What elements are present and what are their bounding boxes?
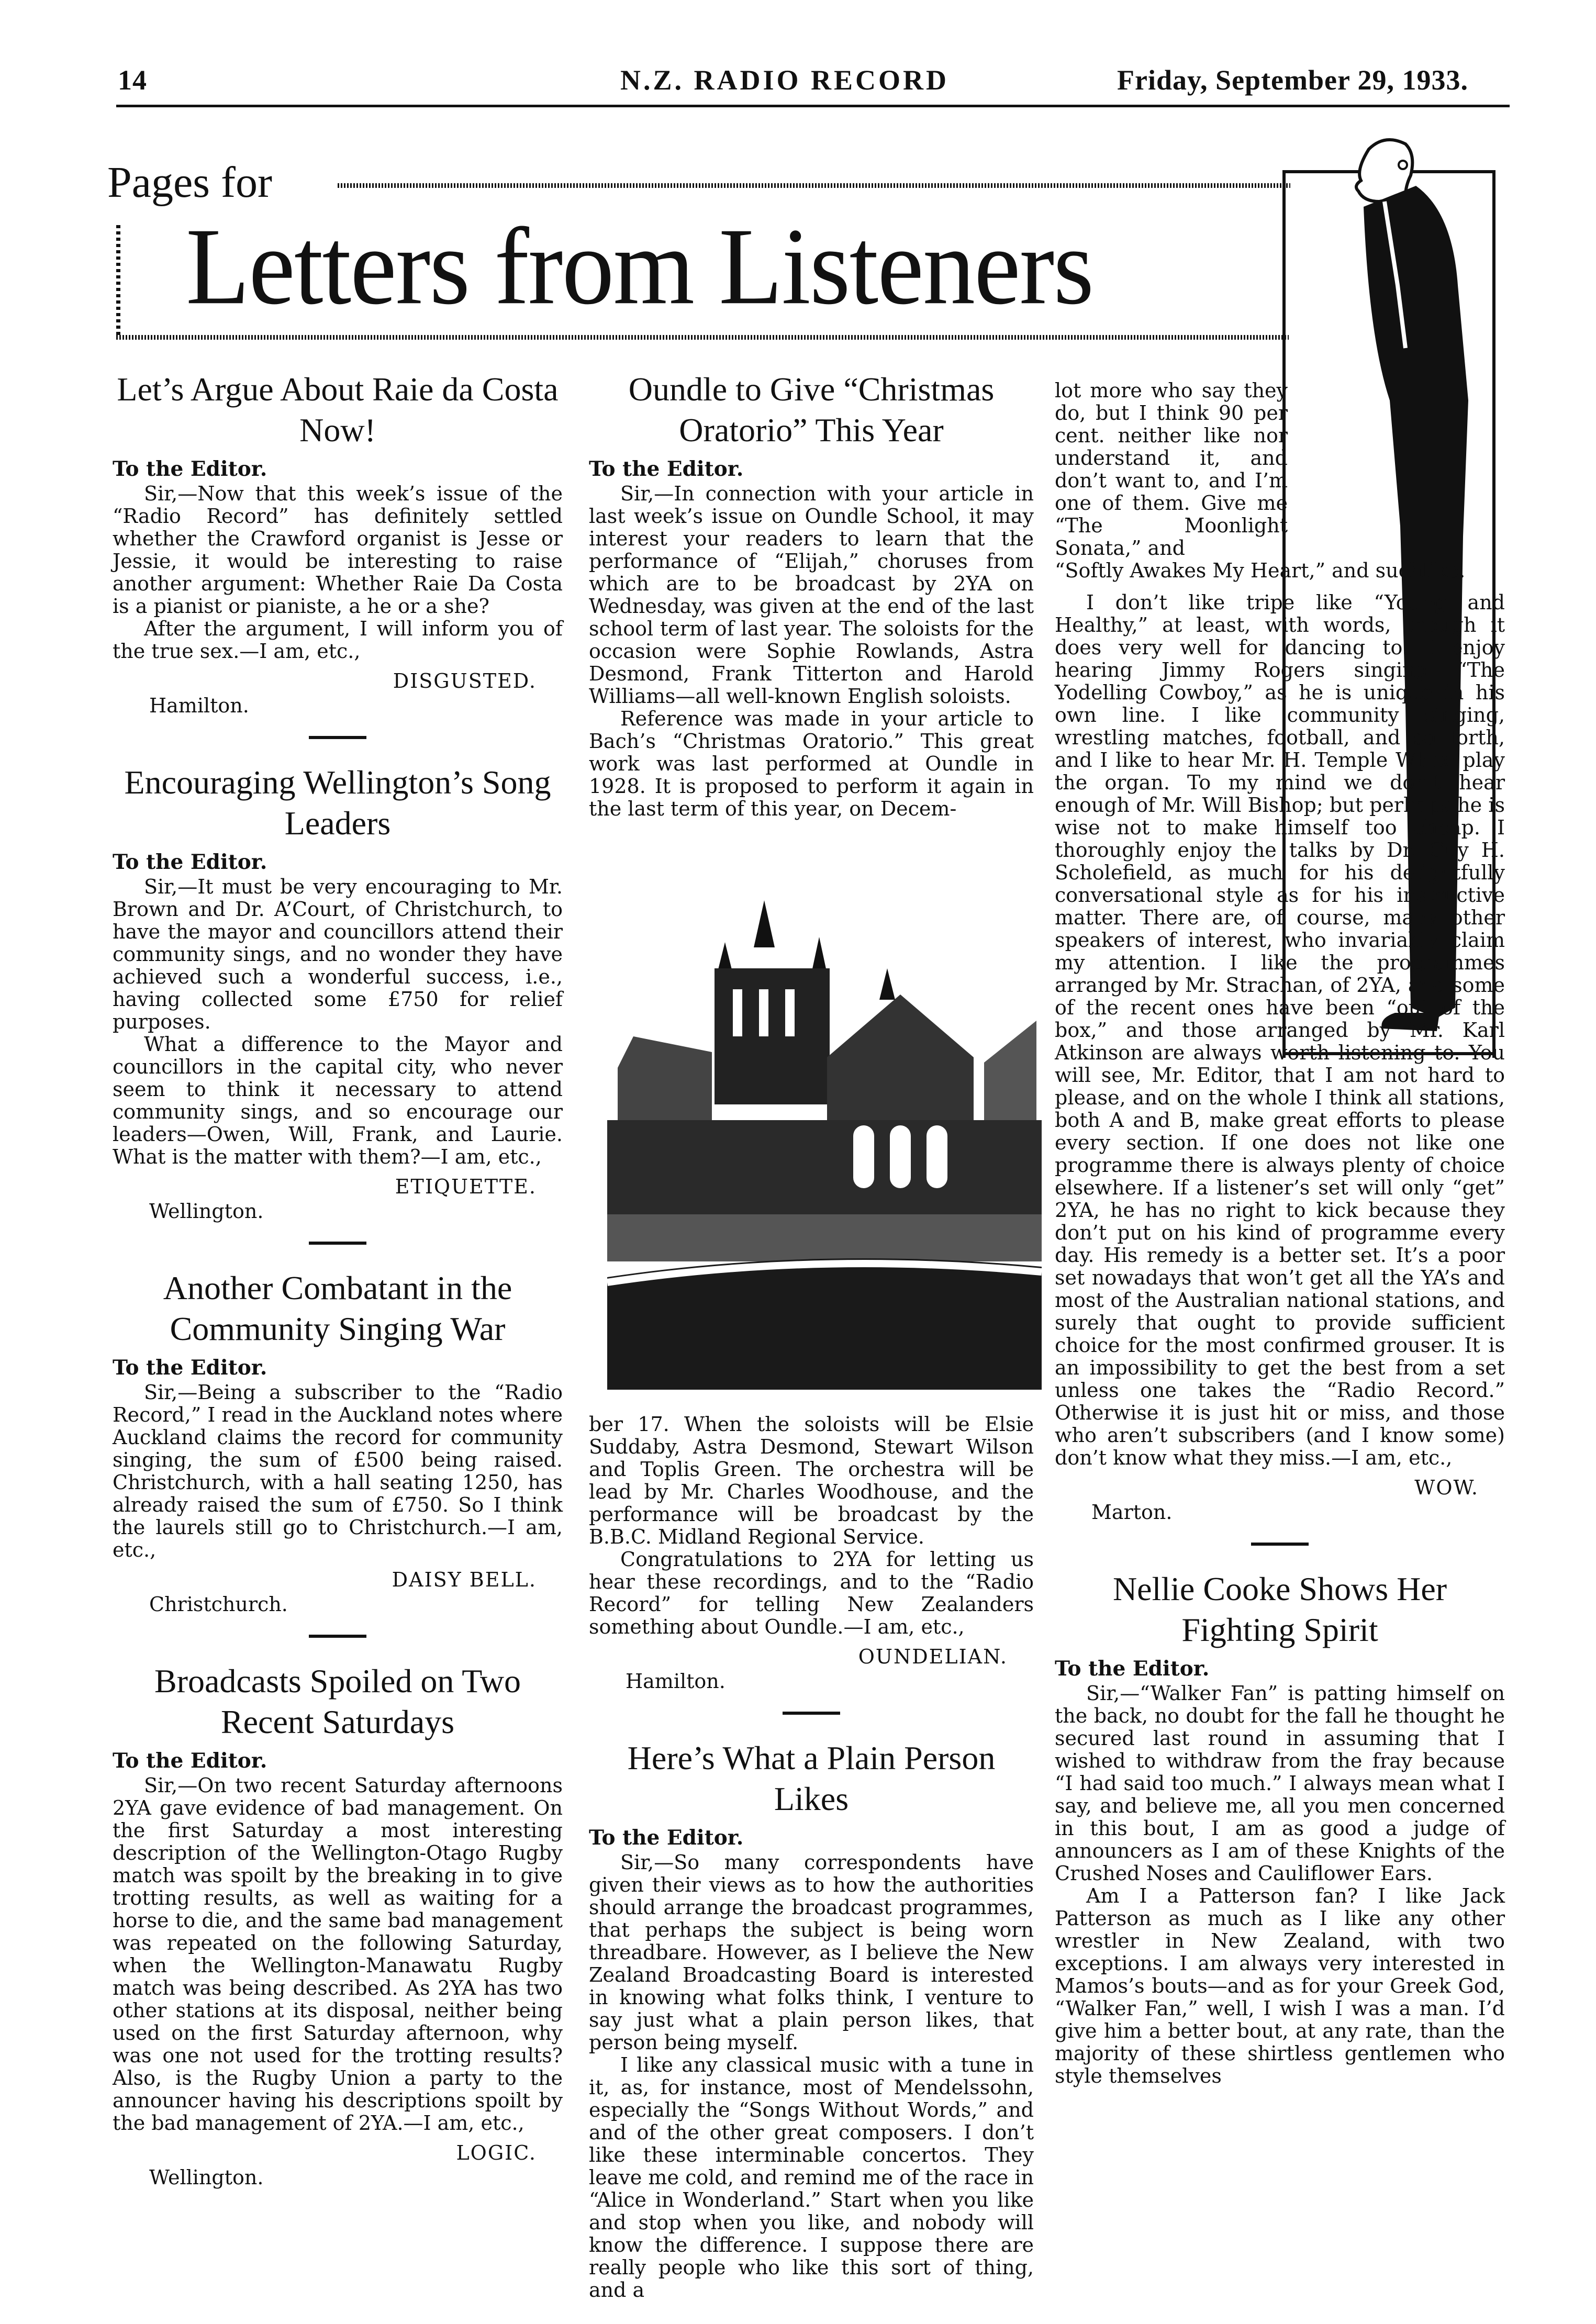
letter-paragraph: Sir,—So many correspondents have given their views as to how the authorities should arrange the broadcast programmes, that perhaps the subject is being worn threadbare. However, as I believe the New Zealand Broadcasting Board is interested in knowing what folks think, I venture to say just what a plain person likes, that person being myself. bbox=[589, 1851, 1034, 2054]
letter-paragraph: ber 17. When the soloists will be Elsie Suddaby, Astra Desmond, Stewart Wilson and Toplis Green. The orchestra will be lead by Mr. Charles Woodhouse, and the performance will be broadcast by the B.B.C. Midland Regional Service. bbox=[589, 1413, 1034, 1548]
cathedral-illustration-icon bbox=[607, 879, 1042, 1390]
issue-date: Friday, September 29, 1933. bbox=[1117, 64, 1468, 96]
letter-plain-person-continued bbox=[1055, 379, 1505, 2087]
masthead-rule bbox=[116, 105, 1510, 107]
letter-salutation: To the Editor. bbox=[113, 457, 267, 481]
publication-name: N.Z. RADIO RECORD bbox=[620, 64, 950, 96]
letter-salutation: To the Editor. bbox=[113, 850, 267, 874]
section-kicker: Pages for bbox=[107, 158, 272, 207]
letter-signature: LOGIC. bbox=[456, 2141, 537, 2164]
letter-separator bbox=[309, 1635, 366, 1638]
letter-separator bbox=[309, 736, 366, 739]
letter-paragraph: Sir,—Now that this week’s issue of the “Radio Record” has definitely settled whether the Crawford organist is Jesse or Jessie, it would be interesting to raise another argument: Whether Raie Da Costa is a pianist or pianiste, a he or a she? bbox=[113, 482, 563, 618]
masthead bbox=[118, 64, 1468, 106]
header-dotted-rule-left bbox=[116, 225, 120, 338]
letter-paragraph: What a difference to the Mayor and councillors in the capital city, who never seem to think it necessary to attend community sings, and so encourage our leaders—Owen, Will, Frank, and Laurie. What is the matter with them?—I am, etc., bbox=[113, 1033, 563, 1168]
letter-signature: WOW. bbox=[1414, 1476, 1479, 1499]
letter-place: Wellington. bbox=[149, 1200, 264, 1223]
letter-raie-da-costa bbox=[113, 369, 563, 2189]
letter-salutation: To the Editor. bbox=[113, 1356, 267, 1380]
letter-salutation: To the Editor. bbox=[589, 1826, 744, 1850]
letter-headline: Nellie Cooke Shows Her Fighting Spirit bbox=[1112, 1570, 1447, 1648]
page-number: 14 bbox=[118, 64, 147, 96]
letter-headline: Broadcasts Spoiled on Two Recent Saturdays bbox=[154, 1662, 521, 1740]
letter-paragraph: Sir,—“Walker Fan” is patting himself on the back, no doubt for the fall he thought he secured last round in assuming that I wished to withdraw from the fray because “I had said too much.” I always mean what I say, and believe me, all you men concerned in this bout, I am as good a judge of announcers as I am of these Knights of the Crushed Noses and Cauliflower Ears. bbox=[1055, 1682, 1505, 1885]
letter-paragraph: I don’t like tripe like “Young and Healthy,” at least, with words, though it does very well for dancing to. I enjoy hearing Jimmy Rogers singing “The Yodelling Cowboy,” as he is unique in his own line. I like community singing, wrestling matches, football, and so forth, and I like to hear Mr. H. Temple White play the organ. To my mind we don’t hear enough of Mr. Will Bishop; but perhaps he is wise not to make himself too cheap. I thoroughly enjoy the talks by Dr. Guy H. Scholefield, as much for his delightfully conversational style as for his instructive matter. There are, of course, many other speakers of interest, who invariably claim my attention. I like the programmes arranged by Mr. Strachan, of 2YA, and some of the recent ones have been “out of the box,” and those arranged by Mr. Karl Atkinson are always worth listening to. You will see, Mr. Editor, that I am not hard to please, and on the whole I think all stations, both A and B, make great efforts to please every section. If one does not like one programme there is always plenty of choice elsewhere. If a listener’s set will only “get” 2YA, he has no right to kick because they don’t put on his kind of programme every day. His remedy is a better set. It’s a poor set nowadays that won’t get all the YA’s and most of the Australian national stations, and surely that ought to provide sufficient choice for the most confirmed grouser. It is an impossibility to get the best from a set unless one takes the “Radio Record.” Otherwise it is just hit or miss, and those who aren’t subscribers (and I know some) don’t know what they miss.—I am, etc., bbox=[1055, 591, 1505, 1469]
letter-headline: Let’s Argue About Raie da Costa Now! bbox=[117, 371, 559, 449]
letter-signature: DISGUSTED. bbox=[393, 669, 537, 692]
header-dotted-rule-top bbox=[338, 183, 1290, 188]
letter-salutation: To the Editor. bbox=[113, 1749, 267, 1773]
letter-paragraph: After the argument, I will inform you of the true sex.—I am, etc., bbox=[113, 617, 563, 663]
section-title: Letters from Listeners bbox=[186, 206, 1093, 328]
letter-place: Hamilton. bbox=[626, 1670, 726, 1693]
header-dotted-rule-bottom bbox=[116, 335, 1289, 340]
letter-paragraph: lot more who say they do, but I think 90 per cent. neither like nor understand it, and don’t want to, and I’m one of them. Give me “The Moonlight Sonata,” and bbox=[1055, 379, 1288, 560]
letter-paragraph: “Softly Awakes My Heart,” and suchlike. bbox=[1055, 559, 1466, 582]
letter-oundle bbox=[589, 369, 1034, 820]
letter-paragraph: Congratulations to 2YA for letting us hear these recordings, and to the “Radio Record” for telling New Zealanders something about Oundle.—I am, etc., bbox=[589, 1548, 1034, 1638]
letter-separator bbox=[309, 1242, 366, 1245]
letter-salutation: To the Editor. bbox=[589, 457, 744, 481]
letter-signature: ETIQUETTE. bbox=[395, 1175, 537, 1198]
letter-paragraph: Am I a Patterson fan? I like Jack Patterson as much as I like any other wrestler in New Zealand, with two exceptions. I am always very interested in Mamos’s bouts—and as for your Greek God, “Walker Fan,” well, I wish I was a man. I’d give him a better bout, at any rate, than the majority of these shirtless gentlemen who style themselves bbox=[1055, 1884, 1505, 2087]
letter-headline: Encouraging Wellington’s Song Leaders bbox=[124, 764, 551, 842]
letter-place: Christchurch. bbox=[149, 1593, 288, 1616]
letter-oundle-continued bbox=[589, 1413, 1034, 2301]
letter-paragraph: I like any classical music with a tune in it, as, for instance, most of Mendelssohn, especially the “Songs Without Words,” and and of the other great composers. I don’t like these interminable concertos. They leave me cold, and remind me of the race in “Alice in Wonderland.” Start when you like and stop when you like, and nobody will know the difference. I suppose there are really people who like this sort of thing, and a bbox=[589, 2053, 1034, 2301]
letter-place: Hamilton. bbox=[149, 694, 249, 717]
letter-headline: Another Combatant in the Community Singing War bbox=[163, 1269, 512, 1347]
letter-separator bbox=[783, 1712, 840, 1715]
letter-place: Wellington. bbox=[149, 2166, 264, 2189]
letter-place: Marton. bbox=[1091, 1501, 1173, 1524]
letter-salutation: To the Editor. bbox=[1055, 1657, 1210, 1681]
letter-signature: DAISY BELL. bbox=[392, 1568, 537, 1591]
letter-paragraph: Reference was made in your article to Bach’s “Christmas Oratorio.” This great work was last performed at Oundle in 1928. It is proposed to perform it again in the last term of this year, on Decem- bbox=[589, 707, 1034, 820]
letter-paragraph: Sir,—Being a subscriber to the “Radio Record,” I read in the Auckland notes where Auckland claims the record for community singing, the sum of £500 being raised. Christchurch, with a hall seating 1250, has already raised the sum of £750. So I think the laurels still go to Christchurch.—I am, etc., bbox=[113, 1381, 563, 1561]
letter-paragraph: Sir,—It must be very encouraging to Mr. Brown and Dr. A’Court, of Christchurch, to have the mayor and councillors attend their community sings, and no wonder they have achieved such a wonderful success, i.e., having collected some £750 for relief purposes. bbox=[113, 875, 563, 1033]
letter-separator bbox=[1251, 1543, 1309, 1546]
letter-headline: Here’s What a Plain Person Likes bbox=[627, 1739, 996, 1817]
letter-paragraph: Sir,—On two recent Saturday afternoons 2YA gave evidence of bad management. On the first Saturday a most interesting description of the Wellington-Otago Rugby match was spoilt by the breaking in to give trotting results, as well as waiting for a horse to die, and the same bad management was repeated on the following Saturday, when the Wellington-Manawatu Rugby match was being described. As 2YA has two other stations at its disposal, neither being used on the first Saturday afternoon, why was one not used for the trotting results? Also, is the Rugby Union a party to the announcer having his descriptions spoilt by the bad management of 2YA.—I am, etc., bbox=[113, 1774, 563, 2135]
letter-headline: Oundle to Give “Christmas Oratorio” This Year bbox=[628, 371, 995, 449]
letter-paragraph: Sir,—In connection with your article in last week’s issue on Oundle School, it may interest your readers to learn that the performance of “Elijah,” choruses from which are to be broadcast by 2YA on Wednesday, was given at the end of the last school term of last year. The soloists for the occasion were Sophie Rowlands, Astra Desmond, Frank Titterton and Harold Williams—all well-known English soloists. bbox=[589, 482, 1034, 708]
letter-signature: OUNDELIAN. bbox=[858, 1645, 1008, 1668]
